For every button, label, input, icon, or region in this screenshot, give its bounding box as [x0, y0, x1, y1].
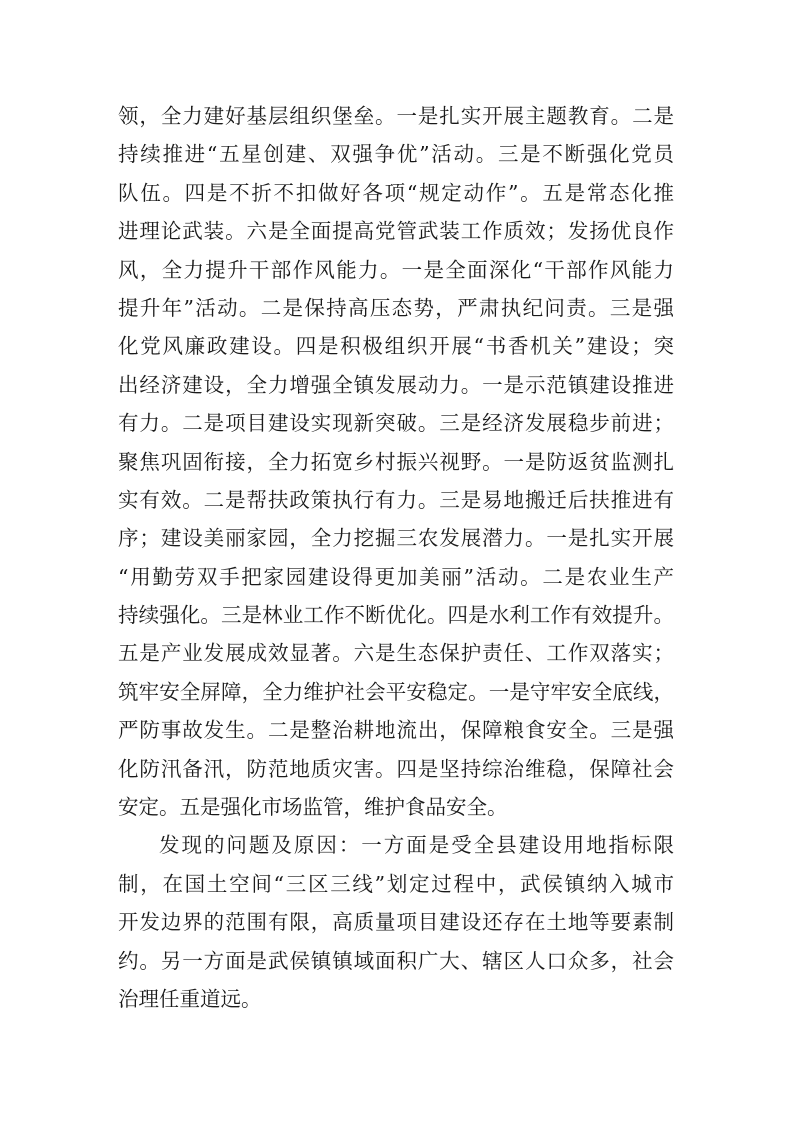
text-line: “用勤劳双手把家园建设得更加美丽”活动。二是农业生产 — [118, 564, 674, 589]
text-line: 发现的问题及原因：一方面是受全县建设用地指标限 — [159, 833, 674, 858]
paragraph-work-summary — [118, 97, 674, 826]
document-page — [118, 97, 674, 1018]
text-line: 序；建设美丽家园，全力挖掘三农发展潜力。一是扎实开展 — [118, 526, 674, 551]
text-line: 队伍。四是不折不扣做好各项“规定动作”。五是常态化推 — [118, 180, 674, 205]
text-line: 筑牢安全屏障，全力维护社会平安稳定。一是守牢安全底线， — [118, 679, 674, 704]
text-line: 化防汛备汛，防范地质灾害。四是坚持综治维稳，保障社会 — [118, 756, 674, 781]
text-line: 实有效。二是帮扶政策执行有力。三是易地搬迁后扶推进有 — [118, 487, 674, 512]
text-line: 聚焦巩固衔接，全力拓宽乡村振兴视野。一是防返贫监测扎 — [118, 449, 674, 474]
text-line: 风，全力提升干部作风能力。一是全面深化“干部作风能力 — [118, 257, 674, 282]
paragraph-problems-and-causes — [118, 826, 674, 1018]
text-line: 五是产业发展成效显著。六是生态保护责任、工作双落实； — [118, 641, 674, 666]
text-line: 约。另一方面是武侯镇镇域面积广大、辖区人口众多，社会 — [118, 948, 674, 973]
text-line: 开发边界的范围有限，高质量项目建设还存在土地等要素制 — [118, 910, 674, 935]
text-line: 严防事故发生。二是整治耕地流出，保障粮食安全。三是强 — [118, 718, 674, 743]
text-line: 安定。五是强化市场监管，维护食品安全。 — [118, 795, 508, 820]
text-line: 进理论武装。六是全面提高党管武装工作质效；发扬优良作 — [118, 219, 674, 244]
text-line: 治理任重道远。 — [118, 986, 262, 1011]
text-line: 领，全力建好基层组织堡垒。一是扎实开展主题教育。二是 — [118, 104, 674, 128]
text-line: 制，在国土空间“三区三线”划定过程中，武侯镇纳入城市 — [118, 871, 674, 896]
text-line: 持续推进“五星创建、双强争优”活动。三是不断强化党员 — [118, 142, 674, 167]
text-line: 出经济建设，全力增强全镇发展动力。一是示范镇建设推进 — [118, 372, 674, 397]
text-line: 有力。二是项目建设实现新突破。三是经济发展稳步前进； — [118, 411, 674, 436]
text-line: 持续强化。三是林业工作不断优化。四是水利工作有效提升。 — [118, 603, 674, 628]
text-line: 化党风廉政建设。四是积极组织开展“书香机关”建设；突 — [118, 334, 674, 359]
text-line: 提升年”活动。二是保持高压态势，严肃执纪问责。三是强 — [118, 295, 674, 320]
